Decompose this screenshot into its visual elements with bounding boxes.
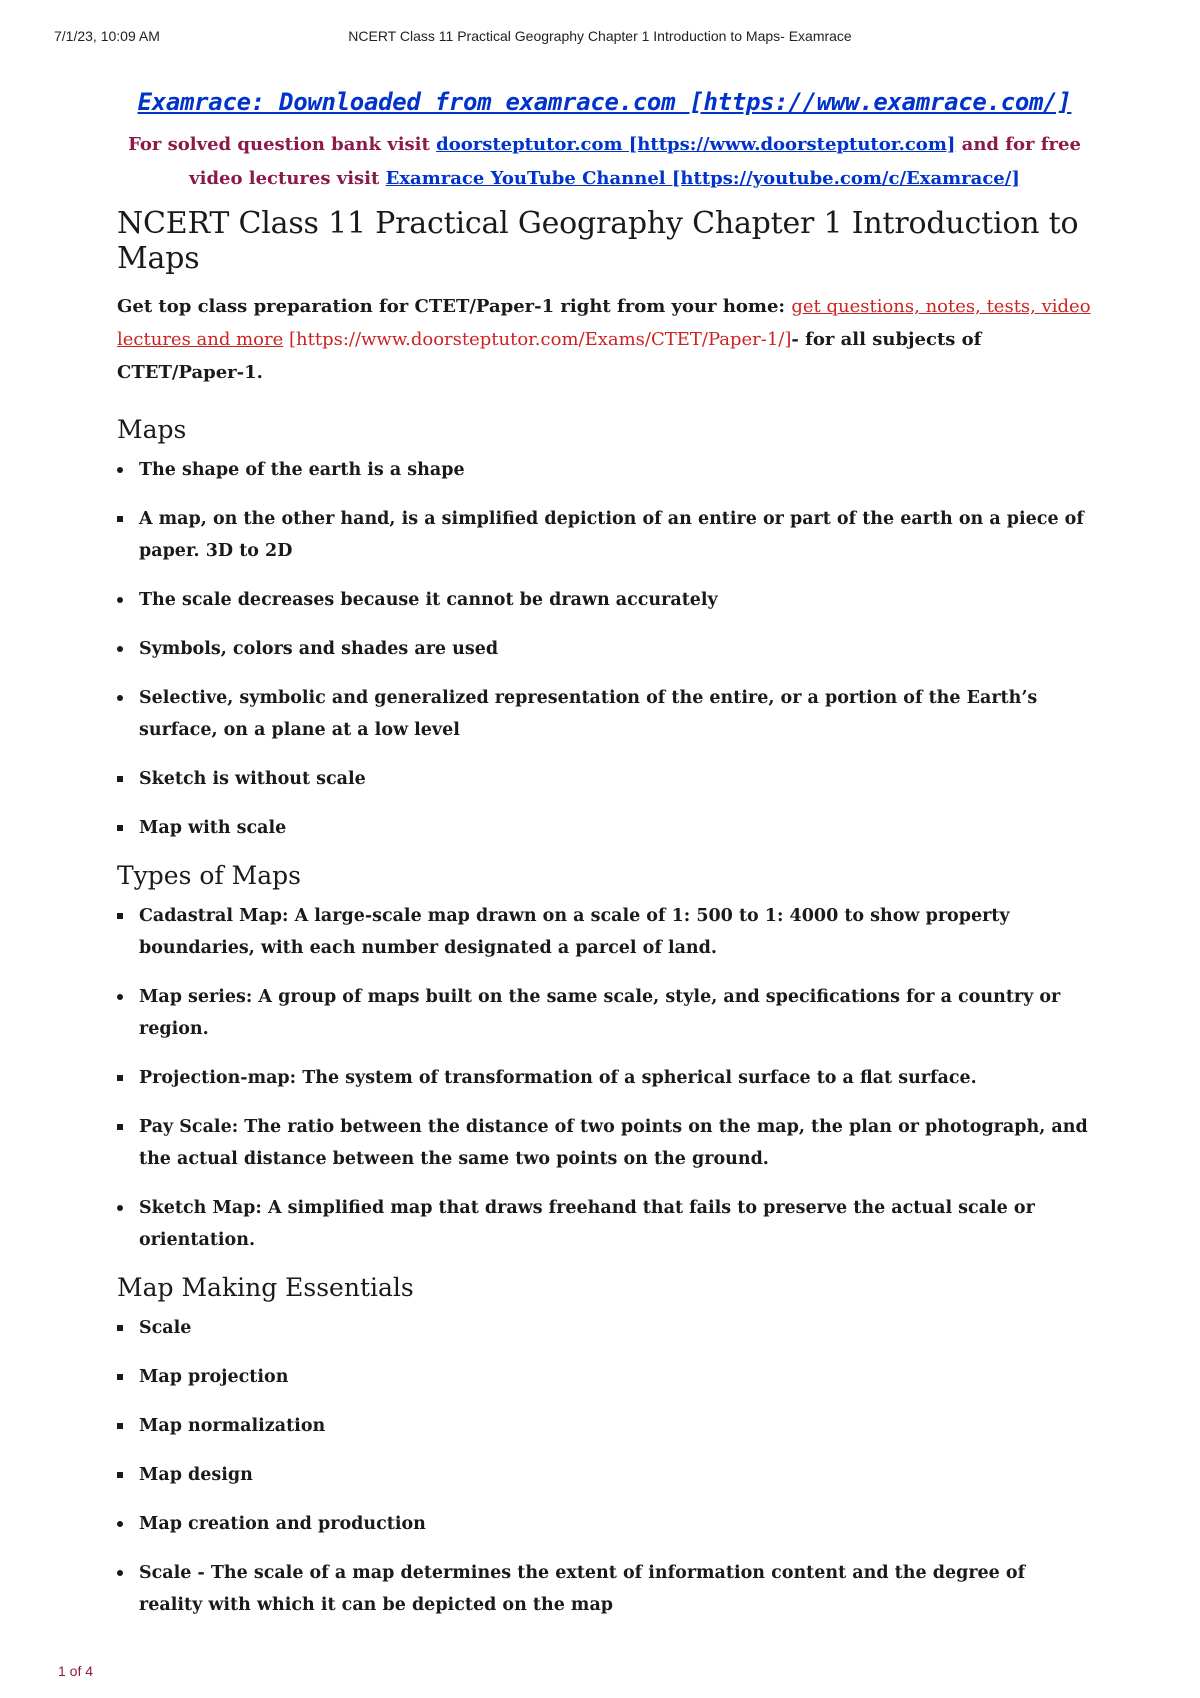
bullet-icon [117, 597, 123, 603]
intro-tail: - for all subjects of CTET/Paper-1. [117, 329, 982, 383]
list-item [117, 763, 1092, 795]
list-item-text: Pay Scale: The ratio between the distance of two points on the map, the plan or photograph, and the actual distance between the same two points on the ground. [139, 1117, 1088, 1169]
print-date: 7/1/23, 10:09 AM [54, 28, 160, 44]
print-header [0, 28, 1200, 50]
list-item [117, 812, 1092, 844]
promo-part1: For solved question bank visit [128, 134, 437, 155]
bullet-icon [117, 1521, 123, 1527]
intro-paragraph [117, 290, 1092, 389]
list-item-text: Selective, symbolic and generalized representation of the entire, or a portion of the Earth’s surface, on a plane at a low level [139, 688, 1038, 740]
doorsteptutor-link[interactable]: doorsteptutor.com [https://www.doorsteptutor.com] [436, 134, 956, 155]
bullet-icon [117, 1374, 123, 1380]
list-item [117, 1312, 1092, 1344]
bullet-icon [117, 994, 123, 1000]
list-item [117, 682, 1092, 746]
list-item-text: Scale - The scale of a map determines the extent of information content and the degree of reality with which it can be depicted on the map [139, 1563, 1026, 1615]
bullet-icon [117, 913, 123, 919]
list-item [117, 1459, 1092, 1491]
page-content [117, 88, 1092, 1638]
list-item [117, 584, 1092, 616]
page-number: 1 of 4 [58, 1663, 94, 1679]
list-item [117, 1361, 1092, 1393]
bullet-icon [117, 1472, 123, 1478]
list-item [117, 1557, 1092, 1621]
bullet-icon [117, 1423, 123, 1429]
list-item [117, 454, 1092, 486]
bullet-icon [117, 1075, 123, 1081]
section-heading-types-of-maps: Types of Maps [117, 861, 301, 890]
intro-lead: Get top class preparation for CTET/Paper-1 right from your home: [117, 296, 792, 317]
list-item [117, 503, 1092, 567]
promo-text [117, 128, 1092, 196]
bullet-icon [117, 695, 123, 701]
bullet-icon [117, 1205, 123, 1211]
list-item-text: Map series: A group of maps built on the same scale, style, and specifications for a country or region. [139, 987, 1061, 1039]
list-item [117, 981, 1092, 1045]
bullet-icon [117, 1124, 123, 1130]
examrace-banner[interactable] [117, 88, 1092, 116]
map-making-essentials-list [117, 1312, 1092, 1621]
bullet-icon [117, 516, 123, 522]
list-item-text: Projection-map: The system of transformation of a spherical surface to a flat surface. [139, 1068, 977, 1088]
list-item [117, 1508, 1092, 1540]
list-item-text: The shape of the earth is a shape [139, 460, 465, 480]
list-item [117, 1192, 1092, 1256]
list-item [117, 1111, 1092, 1175]
section-heading-maps: Maps [117, 415, 187, 444]
list-item-text: A map, on the other hand, is a simplified depiction of an entire or part of the earth on a piece of paper. 3D to 2D [139, 509, 1084, 561]
list-item [117, 1410, 1092, 1442]
promo-part2: and for free video lectures visit [189, 134, 1081, 189]
list-item-text: Sketch is without scale [139, 769, 366, 789]
bullet-icon [117, 646, 123, 652]
list-item-text: Map with scale [139, 818, 287, 838]
section-heading-map-making-essentials: Map Making Essentials [117, 1273, 414, 1302]
page-title: NCERT Class 11 Practical Geography Chapter 1 Introduction to Maps [117, 206, 1079, 276]
list-item-text: Map design [139, 1465, 253, 1485]
list-item-text: Scale [139, 1318, 192, 1338]
list-item-text: Symbols, colors and shades are used [139, 639, 499, 659]
list-item-text: Map creation and production [139, 1514, 426, 1534]
list-item-text: Sketch Map: A simplified map that draws freehand that fails to preserve the actual scale or orientation. [139, 1198, 1035, 1250]
banner-link[interactable]: Examrace: Downloaded from examrace.com [https://www.examrace.com/] [137, 88, 1072, 116]
bullet-icon [117, 776, 123, 782]
intro-link[interactable]: get questions, notes, tests, video lectures and more [117, 296, 1091, 350]
list-item [117, 1062, 1092, 1094]
list-item [117, 633, 1092, 665]
maps-list [117, 454, 1092, 844]
list-item-text: Map normalization [139, 1416, 326, 1436]
bullet-icon [117, 1570, 123, 1576]
types-of-maps-list [117, 900, 1092, 1256]
list-item-text: Cadastral Map: A large-scale map drawn on a scale of 1: 500 to 1: 4000 to show property boundaries, with each number designated a parcel of land. [139, 906, 1010, 958]
bullet-icon [117, 467, 123, 473]
youtube-channel-link[interactable]: Examrace YouTube Channel [https://youtube.com/c/Examrace/] [385, 168, 1020, 189]
intro-url[interactable]: [https://www.doorsteptutor.com/Exams/CTET/Paper-1/] [283, 329, 792, 350]
print-doc-title: NCERT Class 11 Practical Geography Chapter 1 Introduction to Maps- Examrace [348, 28, 852, 44]
bullet-icon [117, 1325, 123, 1331]
list-item [117, 900, 1092, 964]
list-item-text: Map projection [139, 1367, 289, 1387]
list-item-text: The scale decreases because it cannot be drawn accurately [139, 590, 718, 610]
bullet-icon [117, 825, 123, 831]
